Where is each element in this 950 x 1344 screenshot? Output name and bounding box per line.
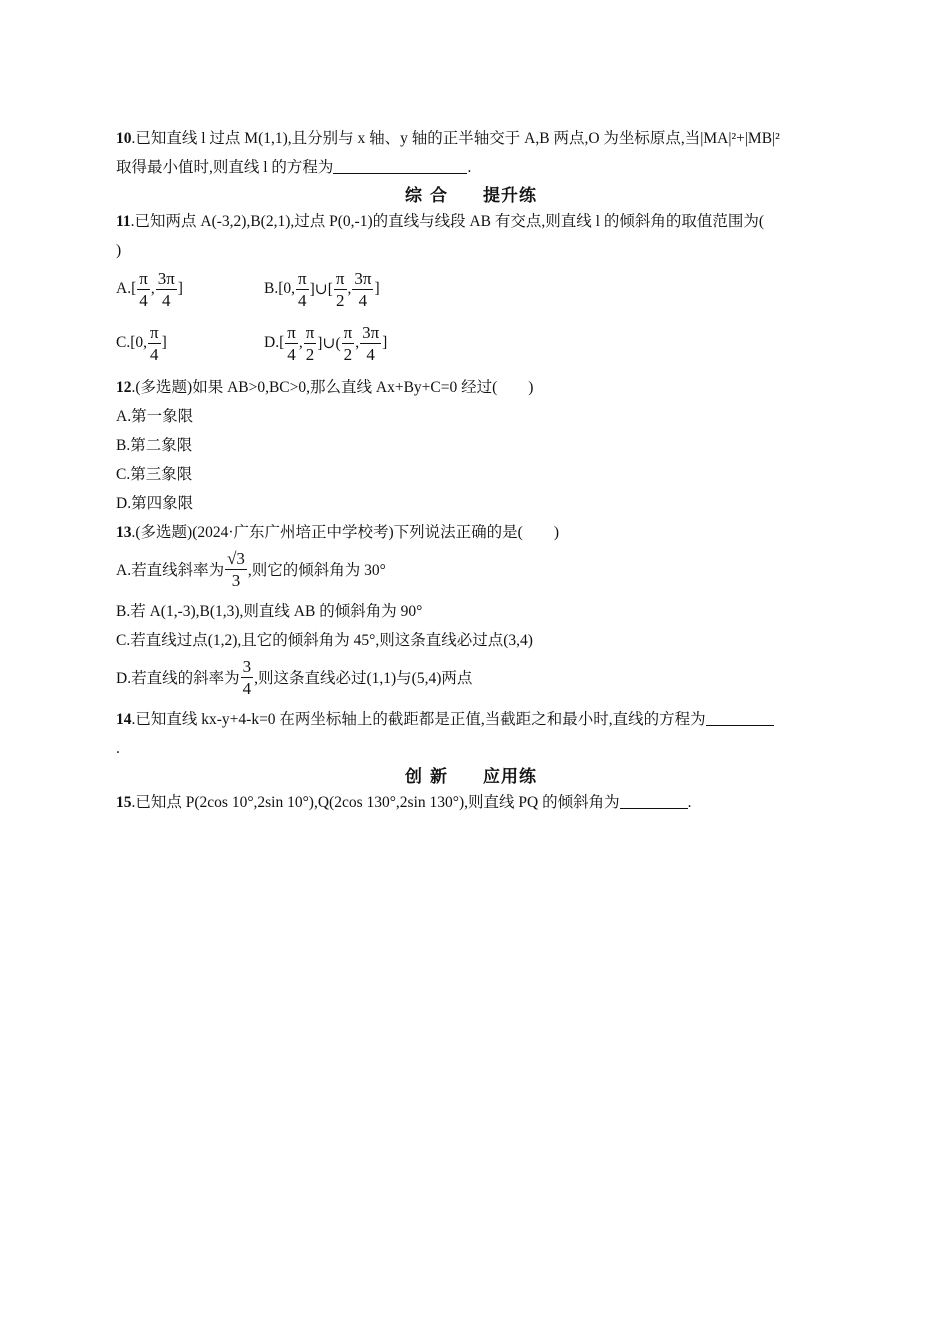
q10-end: . bbox=[467, 159, 472, 176]
q12-number: 12 bbox=[116, 379, 132, 396]
q14-text: .已知直线 kx-y+4-k=0 在两坐标轴上的截距都是正值,当截距之和最小时,直线的方程为 bbox=[131, 711, 706, 728]
q10-text: .已知直线 l 过点 M(1,1),且分别与 x 轴、y 轴的正半轴交于 A,B 两点,O 为坐标原点,当|MA|²+|MB|² bbox=[131, 130, 780, 147]
section-1-part-a: 综合 bbox=[405, 186, 455, 205]
fraction: $\frac{√3}{3}$ bbox=[227, 548, 245, 590]
q15-text: .已知点 P(2cos 10°,2sin 10°),Q(2cos 130°,2sin 130°),则直线 PQ 的倾斜角为 bbox=[131, 794, 620, 811]
q10-line2 bbox=[116, 157, 826, 179]
q12-line bbox=[116, 377, 826, 399]
q11-option-c: C.[0, $\frac{\pi}{4}$ ] bbox=[116, 322, 167, 364]
fraction: $\frac{\pi}{2}$ bbox=[335, 268, 345, 310]
q15-end: . bbox=[687, 794, 692, 811]
q11-options-row1 bbox=[116, 262, 826, 316]
q13-option-b: B.若 A(1,-3),B(1,3),则直线 AB 的倾斜角为 90° bbox=[116, 603, 423, 620]
fraction: $\frac{3\pi}{4}$ bbox=[354, 268, 372, 310]
q11-close bbox=[116, 240, 826, 262]
q12-option-c: C.第三象限 bbox=[116, 466, 193, 483]
q13-text: .(多选题)(2024·广东广州培正中学校考)下列说法正确的是( ) bbox=[131, 524, 560, 541]
q15-number: 15 bbox=[116, 794, 132, 811]
q10-line1 bbox=[116, 128, 826, 150]
q13-line bbox=[116, 522, 826, 544]
section-heading-1 bbox=[116, 183, 826, 209]
q11-option-a: A.[ $\frac{\pi}{4}$ , $\frac{3\pi}{4}$ ] bbox=[116, 268, 183, 310]
q14-end: . bbox=[116, 740, 120, 757]
answer-blank bbox=[333, 159, 467, 174]
fraction: $\frac{3\pi}{4}$ bbox=[157, 268, 175, 310]
fraction: $\frac{\pi}{4}$ bbox=[287, 322, 296, 364]
q13-option-a: A.若直线斜率为 $\frac{√3}{3}$ ,则它的倾斜角为 30° bbox=[116, 548, 386, 590]
fraction: $\frac{\pi}{2}$ bbox=[305, 322, 315, 364]
q13-number: 13 bbox=[116, 524, 132, 541]
fraction: $\frac{3}{4}$ bbox=[242, 656, 252, 698]
q11-option-b: B.[0, $\frac{\pi}{4}$ ]∪[ $\frac{\pi}{2}$ , $\frac{3\pi}{4}$ ] bbox=[264, 268, 380, 310]
q11-number: 11 bbox=[116, 213, 131, 230]
q12-option-d: D.第四象限 bbox=[116, 495, 194, 512]
document-page bbox=[116, 128, 826, 814]
fraction: $\frac{\pi}{4}$ bbox=[298, 268, 307, 310]
q14-number: 14 bbox=[116, 711, 132, 728]
q11-line bbox=[116, 211, 826, 233]
q11-options-row2 bbox=[116, 316, 826, 370]
q12-option-b: B.第二象限 bbox=[116, 437, 193, 454]
fraction: $\frac{\pi}{4}$ bbox=[139, 268, 148, 310]
section-2-part-a: 创新 bbox=[405, 767, 455, 786]
q15-line bbox=[116, 792, 826, 814]
fraction: $\frac{3\pi}{4}$ bbox=[362, 322, 380, 364]
fraction: $\frac{\pi}{2}$ bbox=[343, 322, 353, 364]
q10-text-cont: 取得最小值时,则直线 l 的方程为 bbox=[116, 159, 334, 176]
fraction: $\frac{\pi}{4}$ bbox=[150, 322, 159, 364]
q11-option-d: D.[ $\frac{\pi}{4}$ , $\frac{\pi}{2}$ ]∪( $\frac{\pi}{2}$ , $\frac{3\pi}{4}$ ] bbox=[264, 322, 388, 364]
section-2-part-b: 应用练 bbox=[483, 767, 537, 786]
q12-option-a: A.第一象限 bbox=[116, 408, 194, 425]
q11-close-paren: ) bbox=[116, 242, 122, 259]
q11-text: .已知两点 A(-3,2),B(2,1),过点 P(0,-1)的直线与线段 AB 有交点,则直线 l 的倾斜角的取值范围为( bbox=[130, 213, 764, 230]
q10-number: 10 bbox=[116, 130, 132, 147]
q12-text: .(多选题)如果 AB>0,BC>0,那么直线 Ax+By+C=0 经过( ) bbox=[131, 379, 534, 396]
q13-option-d: D.若直线的斜率为 $\frac{3}{4}$ ,则这条直线必过(1,1)与(5,4)两点 bbox=[116, 656, 473, 698]
answer-blank bbox=[620, 794, 688, 809]
q13-option-c: C.若直线过点(1,2),且它的倾斜角为 45°,则这条直线必过点(3,4) bbox=[116, 632, 533, 649]
section-1-part-b: 提升练 bbox=[483, 186, 537, 205]
q14-line bbox=[116, 709, 826, 731]
section-heading-2 bbox=[116, 764, 826, 790]
answer-blank bbox=[706, 711, 774, 726]
